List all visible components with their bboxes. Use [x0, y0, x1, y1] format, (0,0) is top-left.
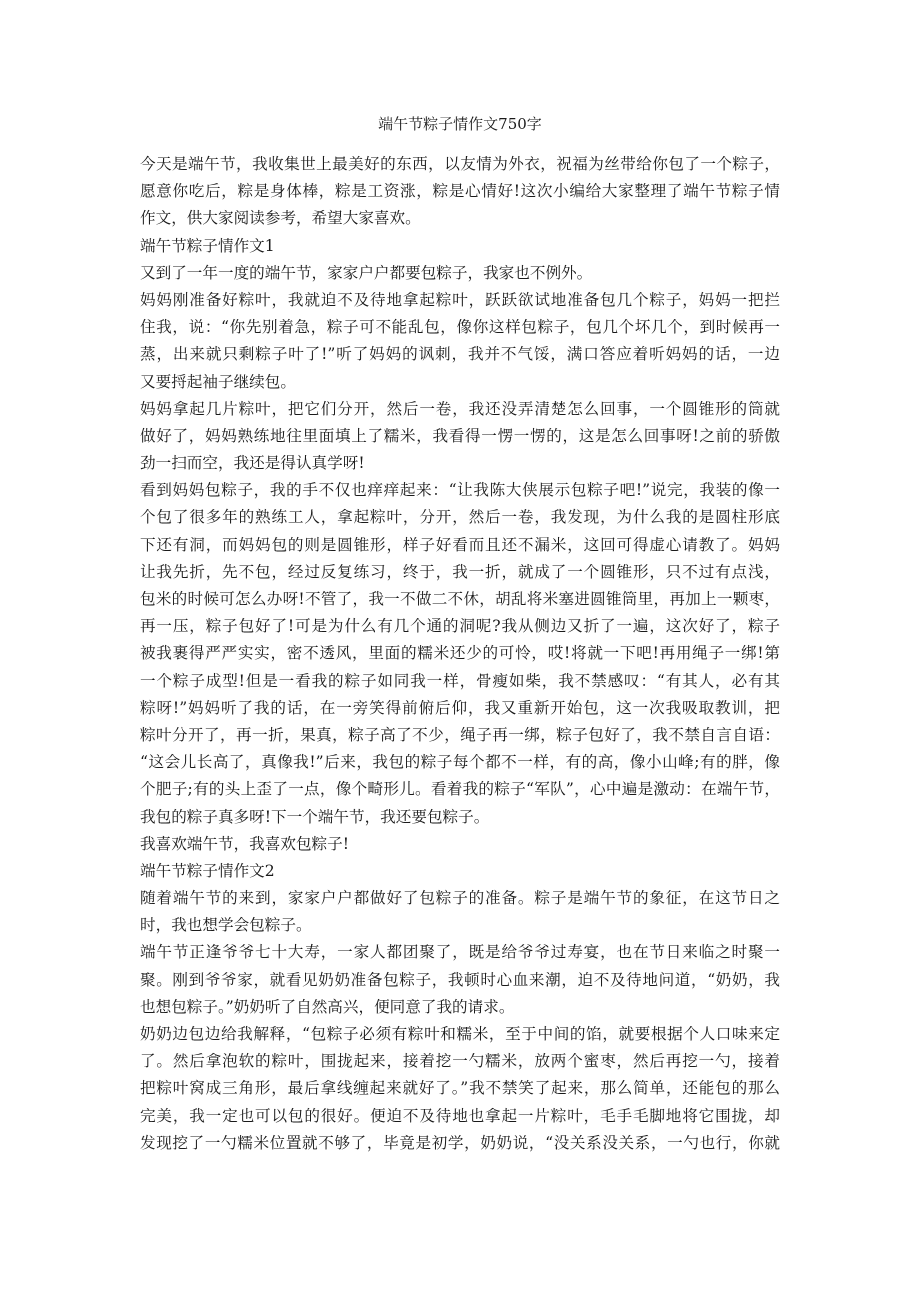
text-line: 发现挖了一勺糯米位置就不够了，毕竟是初学，奶奶说，“没关系没关系，一勺也行，你就: [140, 1133, 780, 1152]
text-line: 看到妈妈包粽子，我的手不仅也痒痒起来：“让我陈大侠展示包粽子吧!”说完，我装的像一: [140, 481, 780, 500]
text-line: 粽叶分开了，再一折，果真，粽子高了不少，绳子再一绑，粽子包好了，我不禁自言自语：: [140, 725, 780, 744]
text-line: 愿意你吃后，粽是身体棒，粽是工资涨，粽是心情好!这次小编给大家整理了端午节粽子情: [140, 182, 780, 201]
text-line: 蒸，出来就只剩粽子叶了!”听了妈妈的讽刺，我并不气馁，满口答应着听妈妈的话，一边: [140, 345, 780, 364]
text-line: 住我，说：“你先别着急，粽子可不能乱包，像你这样包粽子，包几个坏几个，到时候再一: [140, 318, 780, 337]
text-line: 端午节粽子情作文2: [140, 861, 275, 880]
text-line: 又要捋起袖子继续包。: [140, 372, 296, 391]
text-line: 劲一扫而空，我还是得认真学呀!: [140, 454, 365, 473]
text-line: 作文，供大家阅读参考，希望大家喜欢。: [140, 209, 421, 228]
text-line: 也想包粽子。”奶奶听了自然高兴，便同意了我的请求。: [140, 997, 515, 1016]
text-line: 粽呀!”妈妈听了我的话，在一旁笑得前俯后仰，我又重新开始包，这一次我吸取教训，把: [140, 698, 780, 717]
text-line: 一个粽子成型!但是一看我的粽子如同我一样，骨瘦如柴，我不禁感叹：“有其人，必有其: [140, 671, 780, 690]
text-line: 我包的粽子真多呀!下一个端午节，我还要包粽子。: [140, 807, 490, 826]
text-line: 我喜欢端午节，我喜欢包粽子!: [140, 834, 349, 853]
text-line: 再一压，粽子包好了!可是为什么有几个通的洞呢?我从侧边又折了一遍，这次好了，粽子: [140, 617, 780, 636]
document-body: [140, 151, 780, 1157]
text-line: 妈妈刚准备好粽叶，我就迫不及待地拿起粽叶，跃跃欲试地准备包几个粽子，妈妈一把拦: [140, 290, 780, 309]
text-line: 妈妈拿起几片粽叶，把它们分开，然后一卷，我还没弄清楚怎么回事，一个圆锥形的筒就: [140, 399, 780, 418]
text-line: 时，我也想学会包粽子。: [140, 916, 312, 935]
text-line: 做好了，妈妈熟练地往里面填上了糯米，我看得一愣一愣的，这是怎么回事呀!之前的骄傲: [140, 426, 780, 445]
text-line: 包米的时候可怎么办呀!不管了，我一不做二不休，胡乱将米塞进圆锥筒里，再加上一颗枣，: [140, 590, 780, 608]
text-line: 又到了一年一度的端午节，家家户户都要包粽子，我家也不例外。: [140, 263, 593, 282]
text-line: 奶奶边包边给我解释，“包粽子必须有粽叶和糯米，至于中间的馅，就要根据个人口味来定: [140, 1025, 780, 1043]
text-line: 端午节粽子情作文1: [140, 236, 275, 255]
text-line: 端午节正逢爷爷七十大寿，一家人都团聚了，既是给爷爷过寿宴，也在节日来临之时聚一: [140, 943, 780, 962]
text-line: 被我裹得严严实实，密不透风，里面的糯米还少的可怜，哎!将就一下吧!再用绳子一绑!第: [140, 644, 780, 663]
text-line: 个包了很多年的熟练工人，拿起粽叶，分开，然后一卷，我发现，为什么我的是圆柱形底: [140, 508, 780, 527]
text-line: 完美，我一定也可以包的很好。便迫不及待地也拿起一片粽叶，毛手毛脚地将它围拢，却: [140, 1106, 780, 1125]
text-line: 个肥子;有的头上歪了一点，像个畸形儿。看着我的粽子“军队”，心中遍是激动：在端午节，: [140, 780, 780, 799]
text-line: 随着端午节的来到，家家户户都做好了包粽子的准备。粽子是端午节的象征，在这节日之: [140, 889, 780, 908]
text-line: 下还有洞，而妈妈包的则是圆锥形，样子好看而且还不漏米，这回可得虚心请教了。妈妈: [140, 535, 780, 554]
text-line: 聚。刚到爷爷家，就看见奶奶准备包粽子，我顿时心血来潮，迫不及待地问道，“奶奶，我: [140, 970, 780, 989]
text-line: 让我先折，先不包，经过反复练习，终于，我一折，就成了一个圆锥形，只不过有点浅，: [140, 562, 780, 581]
document-title: 端午节粽子情作文750字: [378, 115, 542, 133]
text-line: “这会儿长高了，真像我!”后来，我包的粽子每个都不一样，有的高，像小山峰;有的胖，像: [140, 753, 780, 772]
text-line: 把粽叶窝成三角形，最后拿线缠起来就好了。”我不禁笑了起来，那么简单，还能包的那么: [140, 1079, 780, 1098]
text-line: 了。然后拿泡软的粽叶，围拢起来，接着挖一勺糯米，放两个蜜枣，然后再挖一勺，接着: [140, 1052, 780, 1071]
text-line: 今天是端午节，我收集世上最美好的东西，以友情为外衣，祝福为丝带给你包了一个粽子，: [140, 155, 780, 173]
